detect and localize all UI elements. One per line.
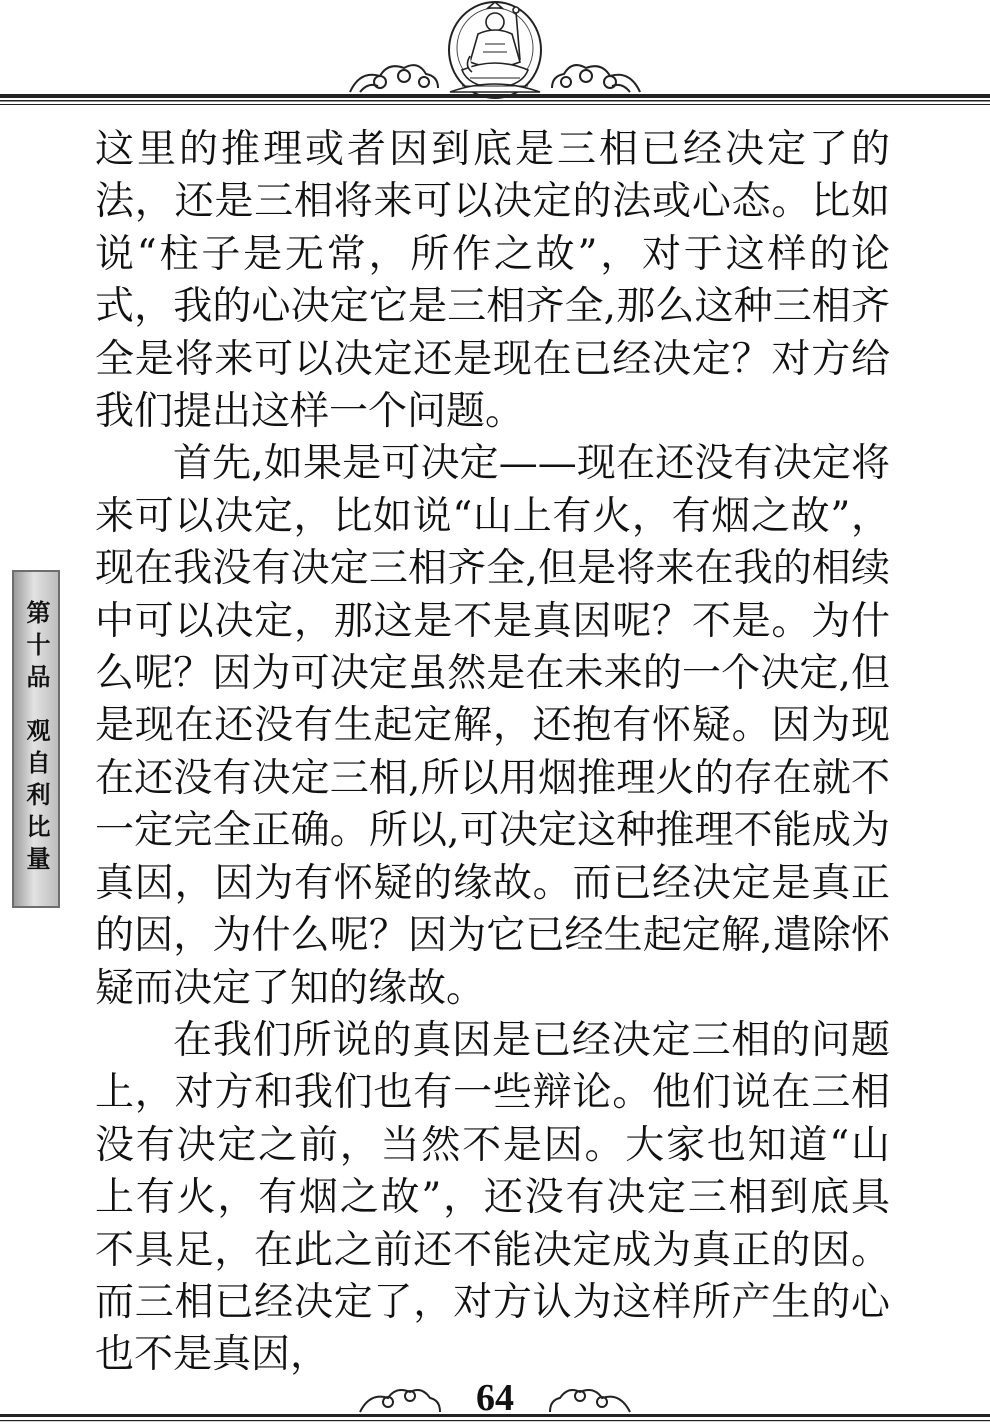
header-ornament xyxy=(0,0,990,115)
deity-emblem-icon xyxy=(0,0,990,115)
paragraph: 这里的推理或者因到底是三相已经决定了的法，还是三相将来可以决定的法或心态。比如说“柱子是无常，所作之故”，对于这样的论式，我的心决定它是三相齐全,那么这种三相齐全是将来可以决定还是现在已经决定？对方给我们提出这样一个问题。 xyxy=(95,127,890,435)
chapter-side-tab xyxy=(12,570,60,908)
chapter-number: 第十品 xyxy=(22,600,51,696)
chapter-title: 观自利比量 xyxy=(22,718,51,878)
paragraph: 首先,如果是可决定——现在还没有决定将来可以决定，比如说“山上有火，有烟之故”，现在我没有决定三相齐全,但是将来在我的相续中可以决定，那这是不是真因呢？不是。为什么呢？因为可决定虽然是在未来的一个决定,但是现在还没有生起定解，还抱有怀疑。因为现在还没有决定三相,所以用烟推理火的存在就不一定完全正确。所以,可决定这种推理不能成为真因，因为有怀疑的缘故。而已经决定是真正的因，为什么呢？因为它已经生起定解,遣除怀疑而决定了知的缘故。 xyxy=(95,441,890,1011)
page-number: 64 xyxy=(476,1377,514,1419)
paragraph: 在我们所说的真因是已经决定三相的问题上，对方和我们也有一些辩论。他们说在三相没有决定之前，当然不是因。大家也知道“山上有火，有烟之故”，还没有决定三相到底具不具足，在此之前还不能决定成为真正的因。而三相已经决定了，对方认为这样所产生的心也不是真因， xyxy=(95,1017,890,1378)
body-text xyxy=(95,124,890,1382)
